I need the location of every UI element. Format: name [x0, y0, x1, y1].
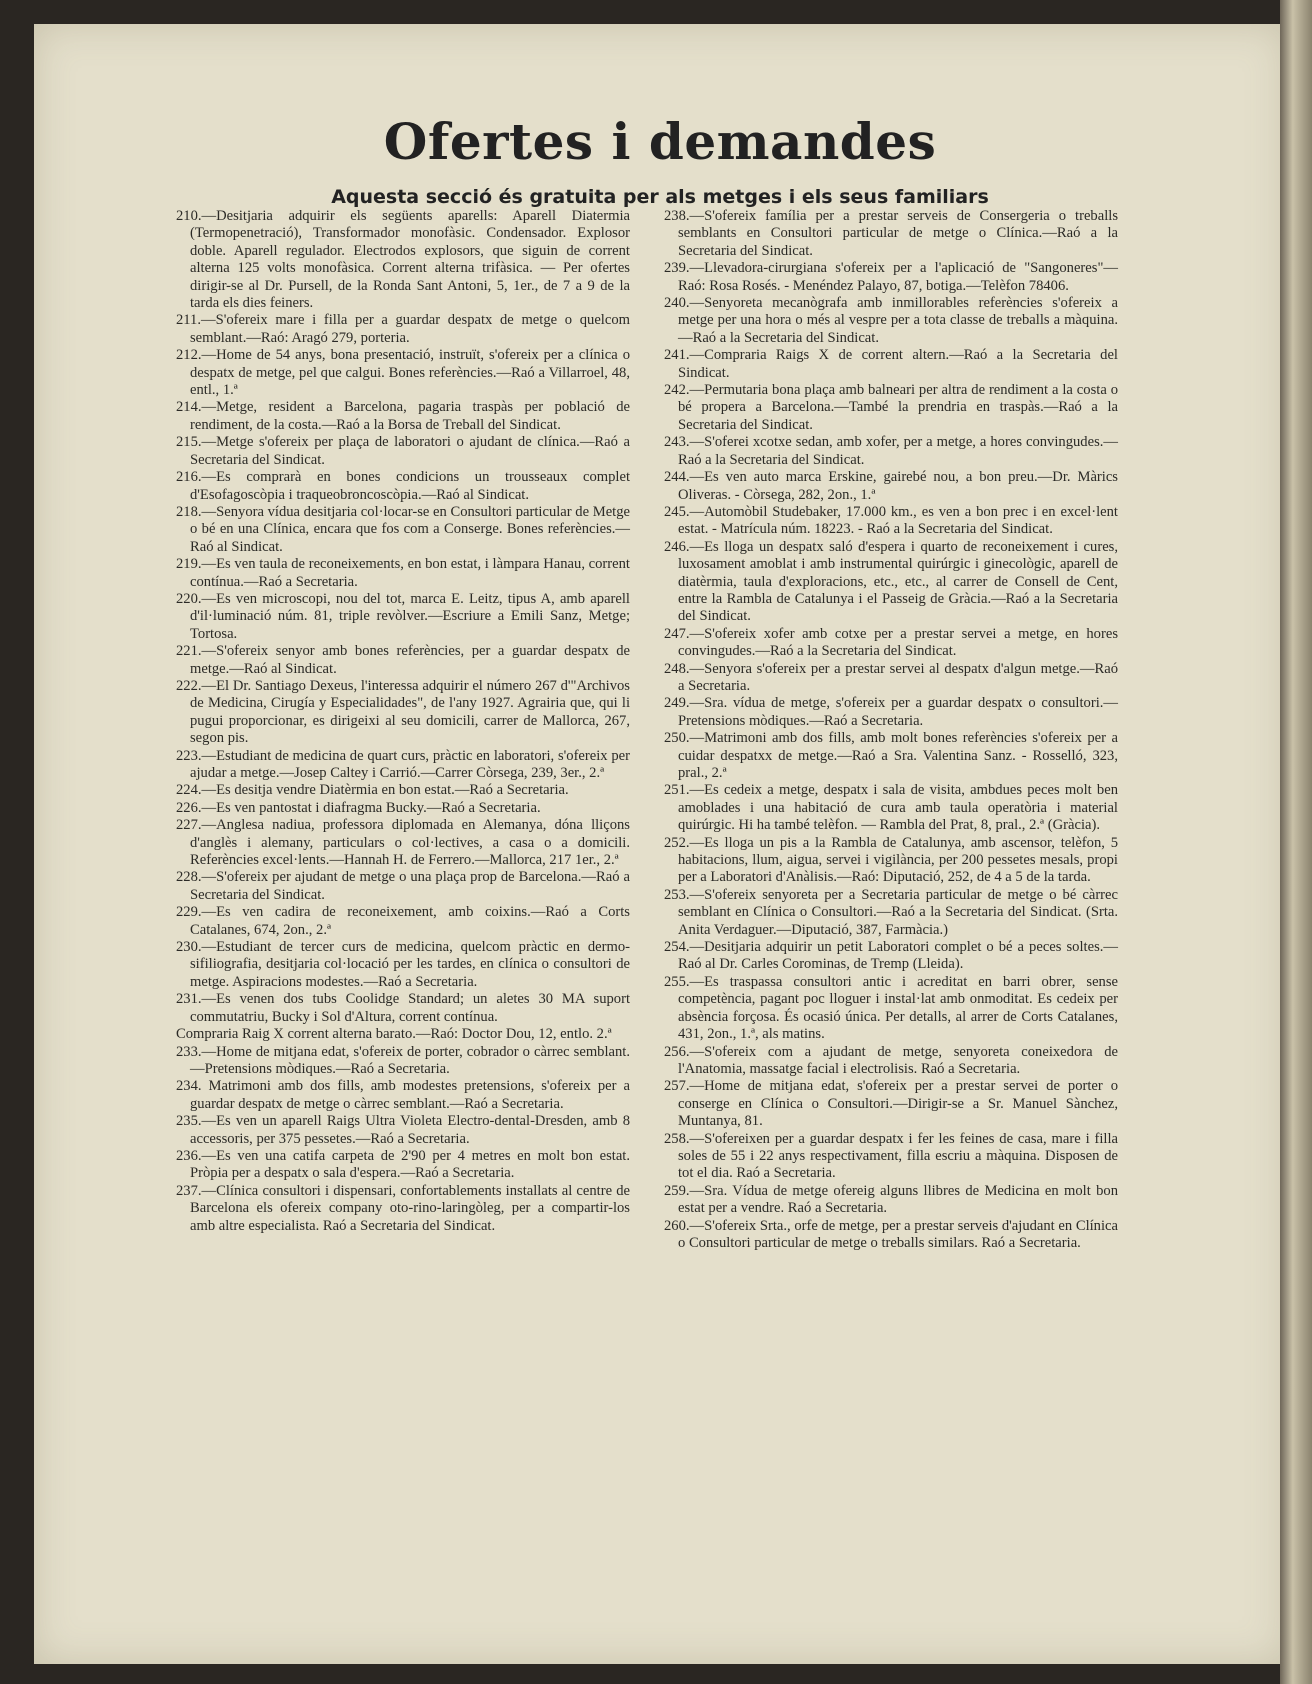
classified-ad: 246.—Es lloga un despatx saló d'espera i quarto de reconeixement i cures, luxosament amoblat i amb instrumental quirúrgic i ginecològic, aparell de diatèrmia, taula d'exploracions, etc., etc., al carrer de Consell de Cent, entre la Rambla de Catalunya i el Passeig de Gràcia.—Raó a la Secretaria del Sindicat. — [664, 538, 1118, 625]
classified-ad: 219.—Es ven taula de reconeixements, en bon estat, i làmpara Hanau, corrent contínua.—Raó a Secretaria. — [176, 556, 630, 590]
classified-ad: 258.—S'ofereixen per a guardar despatx i fer les feines de casa, mare i filla soles de 55 i 22 anys respectivament, filla escriu a màquina. Disposen de tot el dia. Raó a Secretaria. — [664, 1130, 1118, 1182]
classified-ad: 247.—S'ofereix xofer amb cotxe per a prestar servei a metge, en hores convingudes.—Raó a la Secretaria del Sindicat. — [664, 625, 1118, 660]
classified-ad: 252.—Es lloga un pis a la Rambla de Catalunya, amb ascensor, telèfon, 5 habitacions, llum, aigua, servei i vigilància, per 200 pessetes mesals, propi per a Laboratori d'Anàlisis.—Raó: Diputació, 252, de 4 a 5 de la tarda. — [664, 834, 1118, 886]
classified-ad: 241.—Compraria Raigs X de corrent altern.—Raó a la Secretaria del Sindicat. — [664, 347, 1118, 381]
right-column — [664, 208, 1118, 1252]
classified-ad: 249.—Sra. vídua de metge, s'ofereix per a guardar despatx o consultori.—Pretensions mòdiques.—Raó a Secretaria. — [664, 695, 1118, 729]
classified-ad: 239.—Llevadora-cirurgiana s'ofereix per a l'aplicació de "Sangoneres"— Raó: Rosa Rosés. - Menéndez Palayo, 87, botiga.—Telèfon 78406. — [664, 260, 1118, 294]
classified-ad: 227.—Anglesa nadiua, professora diplomada en Alemanya, dóna lliçons d'anglès i alemany, particulars o col·lectives, a casa o a domicili. Referències excel·lents.—Hannah H. de Ferrero.—Mallorca, 217 1er., 2.ª — [176, 817, 630, 869]
classified-ad: 248.—Senyora s'ofereix per a prestar servei al despatx d'algun metge.—Raó a Secretaria. — [664, 660, 1118, 694]
classified-ad: 229.—Es ven cadira de reconeixement, amb coixins.—Raó a Corts Catalanes, 674, 2on., 2.ª — [176, 904, 630, 938]
classified-ad: 231.—Es venen dos tubs Coolidge Standard; un aletes 30 MA suport commutatriu, Bucky i Sol d'Altura, corrent contínua. — [176, 991, 630, 1025]
page-edge — [1280, 0, 1312, 1684]
classified-ad: 242.—Permutaria bona plaça amb balneari per altra de rendiment a la costa o bé propera a Barcelona.—També la prendria en traspàs.—Raó a la Secretaria del Sindicat. — [664, 382, 1118, 433]
classified-ad: 215.—Metge s'ofereix per plaça de laboratori o ajudant de clínica.—Raó a Secretaria del Sindicat. — [176, 434, 630, 468]
classified-ad: 212.—Home de 54 anys, bona presentació, instruït, s'ofereix per a clínica o despatx de metge, pel que calgui. Bones referències.—Raó a Villarroel, 48, entl., 1.ª — [176, 347, 630, 399]
classified-ad: 224.—Es desitja vendre Diatèrmia en bon estat.—Raó a Secretaria. — [176, 782, 569, 799]
classified-ad: 244.—Es ven auto marca Erskine, gairebé nou, a bon preu.—Dr. Màrics Oliveras. - Còrsega, 282, 2on., 1.ª — [664, 469, 1118, 503]
page-subtitle: Aquesta secció és gratuita per als metges i els seus familiars — [331, 186, 989, 208]
classified-ad: 243.—S'oferei xcotxe sedan, amb xofer, per a metge, a hores convingudes.—Raó a la Secretaria del Sindicat. — [664, 434, 1118, 468]
classified-ad: 214.—Metge, resident a Barcelona, pagaria traspàs per població de rendiment, de la costa.—Raó a la Borsa de Treball del Sindicat. — [176, 399, 630, 433]
classified-ad: 236.—Es ven una catifa carpeta de 2'90 per 4 metres en molt bon estat. Pròpia per a despatx o sala d'espera.—Raó a Secretaria. — [176, 1147, 630, 1182]
classified-ad: 255.—Es traspassa consultori antic i acreditat en barri obrer, sense competència, pagant poc lloguer i instal·lat amb onmoditat. Es cedeix per absència forçosa. És ocasió única. Per detalls, al arrer de Corts Catalanes, 431, 2on., 1.ª, als matins. — [664, 973, 1118, 1043]
page-title: Ofertes i demandes — [383, 112, 937, 171]
classified-ad: 223.—Estudiant de medicina de quart curs, pràctic en laboratori, s'ofereix per ajudar a metge.—Josep Caltey i Carrió.—Carrer Còrsega, 239, 3er., 2.ª — [176, 747, 630, 781]
classified-ad: 222.—El Dr. Santiago Dexeus, l'interessa adquirir el número 267 d'"Archivos de Medicina, Cirugía y Especialidades", de l'any 1927. Agrairia que, qui li pugui proporcionar, es dirigeixi al seu domicili, carrer de Mallorca, 267, segon pis. — [176, 677, 630, 747]
classified-ad: 210.—Desitjaria adquirir els següents aparells: Aparell Diatermia (Termopenetració), Transformador monofàsic. Condensador. Explosor doble. Aparell regulador. Electrodos explosors, que siguin de corrent alterna 125 volts monofàsica. Corrent alterna trifàsica. — Per ofertes dirigir-se al Dr. Pursell, de la Ronda Sant Antoni, 5, 1er., de 7 a 9 de la tarda els dies feiners. — [176, 208, 630, 312]
classified-ad: 230.—Estudiant de tercer curs de medicina, quelcom pràctic en dermo-sifiliografia, desitjaria col·locació per les tardes, en clínica o consultori de metge. Aspiracions modestes.—Raó a Secretaria. — [176, 939, 630, 990]
classified-ad: 220.—Es ven microscopi, nou del tot, marca E. Leitz, tipus A, amb aparell d'il·luminació núm. 81, triple revòlver.—Escriure a Emili Sanz, Metge; Tortosa. — [176, 590, 630, 642]
classified-ad: 259.—Sra. Vídua de metge ofereig alguns llibres de Medicina en molt bon estat per a vendre. Raó a Secretaria. — [664, 1182, 1118, 1217]
classified-ad: 234. Matrimoni amb dos fills, amb modestes pretensions, s'ofereix per a guardar despatx de metge o càrrec semblant.—Raó a Secretaria. — [176, 1078, 630, 1112]
left-column — [176, 208, 630, 1235]
classified-ad: 216.—Es comprarà en bones condicions un trousseaux complet d'Esofagoscòpia i traqueobroncoscòpia.—Raó al Sindicat. — [176, 469, 630, 503]
classified-ad: 250.—Matrimoni amb dos fills, amb molt bones referències s'ofereix per a cuidar despatxx de metge.—Raó a Sra. Valentina Sanz. - Rosselló, 323, pral., 2.ª — [664, 730, 1118, 781]
classified-ad: 226.—Es ven pantostat i diafragma Bucky.—Raó a Secretaria. — [176, 799, 541, 816]
classified-ad: 245.—Automòbil Studebaker, 17.000 km., es ven a bon prec i en excel·lent estat. - Matrícula núm. 18223. - Raó a la Secretaria del Sindicat. — [664, 503, 1118, 538]
classified-ad: 253.—S'ofereix senyoreta per a Secretaria particular de metge o bé càrrec semblant en Clínica o Consultori.—Raó a la Secretaria del Sindicat. (Srta. Anita Verdaguer.—Diputació, 387, Farmàcia.) — [664, 886, 1118, 938]
classified-ad: 256.—S'ofereix com a ajudant de metge, senyoreta coneixedora de l'Anatomia, massatge facial i electrolisis. Raó a Secretaria. — [664, 1043, 1118, 1077]
classified-ad: 218.—Senyora vídua desitjaria col·locar-se en Consultori particular de Metge o bé en una Clínica, encara que fos com a Conserge. Bones referències.—Raó al Sindicat. — [176, 503, 630, 555]
classified-ad: 257.—Home de mitjana edat, s'ofereix per a prestar servei de porter o conserge en Clínica o Consultori.—Dirigir-se a Sr. Manuel Sànchez, Muntanya, 81. — [664, 1078, 1118, 1130]
classified-ad: 238.—S'ofereix família per a prestar serveis de Consergeria o treballs semblants en Consultori particular de metge o Clínica.—Raó a la Secretaria del Sindicat. — [664, 208, 1118, 259]
classified-ad: 254.—Desitjaria adquirir un petit Laboratori complet o bé a peces soltes.—Raó al Dr. Carles Corominas, de Tremp (Lleida). — [664, 939, 1118, 973]
classified-ad: 221.—S'ofereix senyor amb bones referències, per a guardar despatx de metge.—Raó al Sindicat. — [176, 643, 630, 677]
classified-ad: 211.—S'ofereix mare i filla per a guardar despatx de metge o quelcom semblant.—Raó: Aragó 279, porteria. — [176, 312, 630, 346]
classified-ad: 260.—S'ofereix Srta., orfe de metge, per a prestar serveis d'ajudant en Clínica o Consultori particular de metge o treballs similars. Raó a Secretaria. — [664, 1217, 1118, 1251]
classified-ad: 233.—Home de mitjana edat, s'ofereix de porter, cobrador o càrrec semblant.—Pretensions mòdiques.—Raó a Secretaria. — [176, 1043, 630, 1077]
classified-ad: 240.—Senyoreta mecanògrafa amb inmillorables referències s'ofereix a metge per una hora o més al vespre per a tota classe de treballs a màquina.—Raó a la Secretaria del Sindicat. — [664, 295, 1118, 346]
classified-ad: 251.—Es cedeix a metge, despatx i sala de visita, ambdues peces molt ben amoblades i una habitació de cura amb taula operatòria i material quirúrgic. Hi ha també telèfon. — Rambla del Prat, 8, pral., 2.ª (Gràcia). — [664, 782, 1118, 834]
classified-ad: Compraria Raig X corrent alterna barato.—Raó: Doctor Dou, 12, entlo. 2.ª — [176, 1026, 612, 1043]
classified-ad: 235.—Es ven un aparell Raigs Ultra Violeta Electro-dental-Dresden, amb 8 accessoris, per 375 pessetes.—Raó a Secretaria. — [176, 1113, 630, 1147]
classified-ad: 237.—Clínica consultori i dispensari, confortablements installats al centre de Barcelona els ofereix company oto-rino-laringòleg, per a compartir-los amb altre especialista. Raó a Secretaria del Sindicat. — [176, 1182, 630, 1234]
classified-ad: 228.—S'ofereix per ajudant de metge o una plaça prop de Barcelona.—Raó a Secretaria del Sindicat. — [176, 869, 630, 903]
